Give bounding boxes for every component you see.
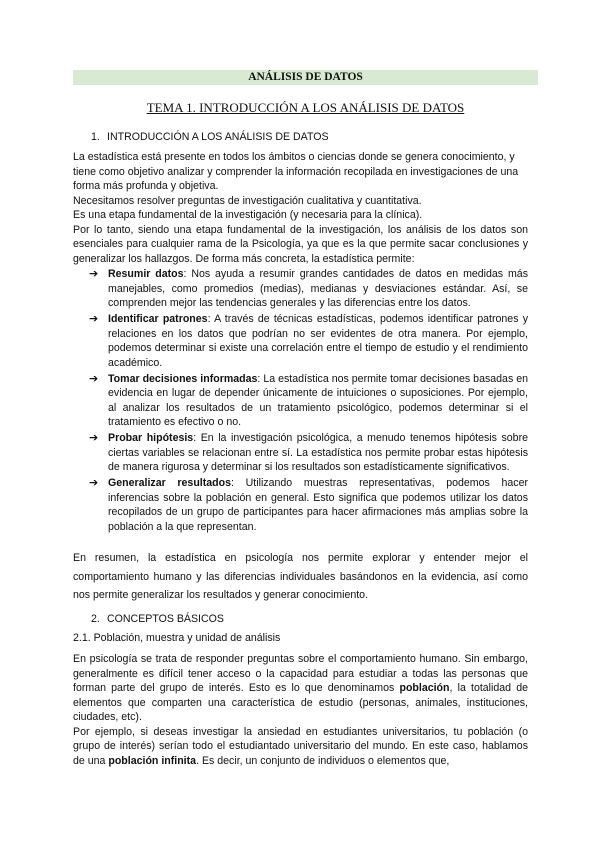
section-2-body bbox=[73, 652, 528, 768]
list-item-text: : En la investigación psicológica, a menudo tenemos hipótesis sobre ciertas variables se relacionan entre sí. La estadística nos permite probar estas hipótesis de manera rigurosa y determinar si los resultados son estadísticamente significativos. bbox=[108, 432, 528, 473]
section-2-title: CONCEPTOS BÁSICOS bbox=[107, 613, 224, 625]
list-item-term: Generalizar resultados bbox=[108, 477, 231, 489]
arrow-bullet-icon: ➔ bbox=[89, 372, 99, 385]
list-item-term: Probar hipótesis bbox=[108, 432, 194, 444]
list-item-text: : Utilizando muestras representativas, podemos hacer inferencias sobre la población en general. Esto significa que podemos utilizar los datos recopilados de un grupo de participantes para hacer afirmaciones más amplias sobre la población a la que representan. bbox=[108, 477, 528, 533]
list-item-term: Resumir datos bbox=[108, 268, 184, 280]
list-item bbox=[89, 267, 528, 311]
paragraph: Por ejemplo, si deseas investigar la ansiedad en estudiantes universitarios, tu población (o grupo de interés) serían todo el estudiantado universitario del mundo. En este caso, hablamos de una población infinita. Es decir, un conjunto de individuos o elementos que, bbox=[73, 725, 528, 767]
subsection-2-1-heading: 2.1. Población, muestra y unidad de análisis bbox=[73, 632, 281, 644]
list-item-term: Tomar decisiones informadas bbox=[108, 372, 258, 385]
paragraph: La estadística está presente en todos los ámbitos o ciencias donde se genera conocimiento, y tiene como objetivo analizar y comprender la información recopilada en investigaciones de una forma más profunda y objetiva. bbox=[73, 151, 519, 192]
paragraph: Es una etapa fundamental de la investigación (y necesaria para la clínica). bbox=[73, 209, 423, 221]
paragraph: En resumen, la estadística en psicología nos permite explorar y entender mejor el comportamiento humano y las diferencias individuales basándonos en la evidencia, así como nos permite generalizar los resultados y generar conocimiento. bbox=[73, 552, 528, 601]
list-item-text: : A través de técnicas estadísticas, podemos identificar patrones y relaciones en los datos que podrían no ser evidentes de otra manera. Por ejemplo, podemos determinar si existe una correlación entre el tiempo de estudio y el rendimiento académico. bbox=[108, 313, 528, 369]
arrow-bullet-icon: ➔ bbox=[89, 313, 99, 325]
bold-term: población infinita bbox=[108, 754, 197, 767]
list-item-term: Identificar patrones bbox=[108, 313, 208, 325]
list-item bbox=[89, 312, 528, 370]
section-2-number: 2. bbox=[91, 613, 100, 625]
section-1-intro bbox=[73, 150, 528, 266]
paragraph: En psicología se trata de responder preguntas sobre el comportamiento humano. Sin embargo, generalmente es difícil tener acceso o la capacidad para estudiar a todas las personas que forman parte del grupo de interés. Esto es lo que denominamos población, la totalidad de elementos que comparten una característica de estudio (personas, animales, instituciones, ciudades, etc). bbox=[73, 653, 528, 723]
list-item-text: : La estadística nos permite tomar decisiones basadas en evidencia en lugar de depender únicamente de intuiciones o suposiciones. Por ejemplo, al analizar los resultados de un tratamiento psicológico, podemos determinar si el tratamiento es efectivo o no. bbox=[108, 372, 528, 428]
section-1-title: INTRODUCCIÓN A LOS ANÁLISIS DE DATOS bbox=[107, 131, 329, 143]
topic-title-text: TEMA 1. INTRODUCCIÓN A LOS ANÁLISIS DE DATOS bbox=[146, 100, 465, 115]
paragraph: Necesitamos resolver preguntas de investigación cualitativa y cuantitativa. bbox=[73, 194, 422, 207]
list-item bbox=[89, 476, 528, 534]
arrow-bullet-icon: ➔ bbox=[89, 268, 99, 280]
document-title: ANÁLISIS DE DATOS bbox=[73, 70, 538, 85]
list-item bbox=[89, 372, 528, 430]
section-1-heading bbox=[91, 131, 329, 144]
paragraph: Por lo tanto, siendo una etapa fundamental de la investigación, los análisis de los datos son esenciales para cualquier rama de la Psicología, ya que es la que permite sacar conclusiones y generalizar los hallazgos. De forma más concreta, la estadística permite: bbox=[73, 223, 528, 265]
list-item bbox=[89, 431, 528, 475]
section-1-number: 1. bbox=[91, 131, 100, 143]
section-1-summary bbox=[73, 549, 528, 605]
list-item-text: : Nos ayuda a resumir grandes cantidades de datos en medidas más manejables, como promedios (medias), medianas y desviaciones estándar. Así, se comprenden mejor las tendencias generales y las diferencias entre los datos. bbox=[108, 268, 528, 309]
benefits-list bbox=[89, 267, 528, 536]
arrow-bullet-icon: ➔ bbox=[89, 432, 99, 444]
bold-term: población bbox=[399, 682, 450, 694]
section-2-heading bbox=[91, 613, 224, 626]
arrow-bullet-icon: ➔ bbox=[89, 477, 99, 489]
topic-title bbox=[73, 100, 538, 116]
